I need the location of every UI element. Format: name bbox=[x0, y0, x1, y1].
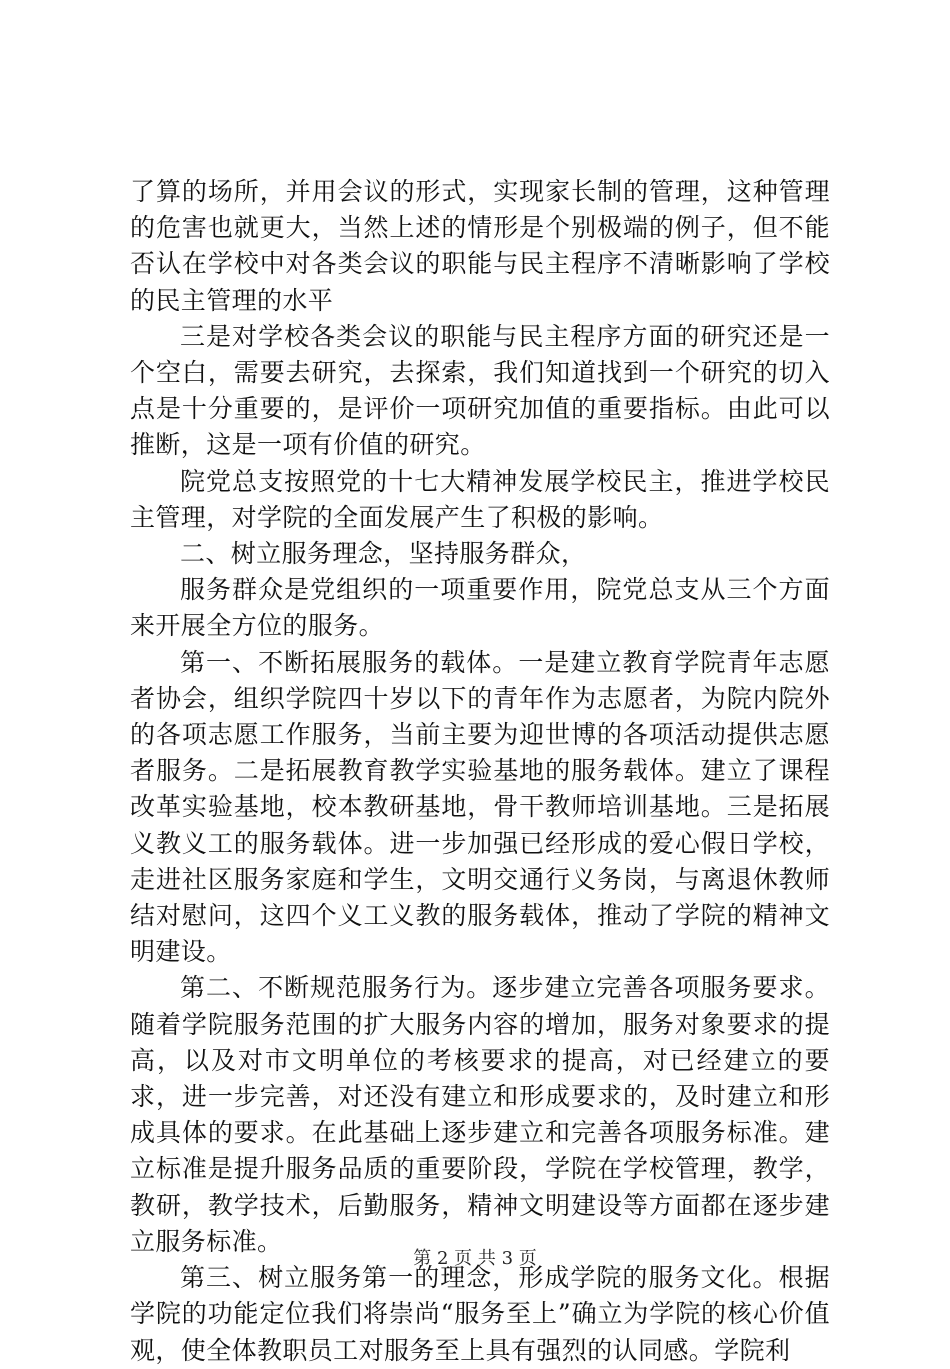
page-footer bbox=[0, 1244, 950, 1270]
paragraph-continuation: 了算的场所，并用会议的形式，实现家长制的管理，这种管理的危害也就更大，当然上述的情形是个别极端的例子，但不能否认在学校中对各类会议的职能与民主程序不清晰影响了学校的民主管理的水平 bbox=[130, 177, 830, 315]
paragraph-third-point: 三是对学校各类会议的职能与民主程序方面的研究还是一个空白，需要去研究，去探索，我们知道找到一个研究的切入点是十分重要的，是评价一项研究加值的重要指标。由此可以推断，这是一项有价值的研究。 bbox=[130, 321, 830, 460]
document-body bbox=[130, 174, 830, 1369]
page-number-label: 第 2 页 共 3 页 bbox=[413, 1248, 537, 1269]
paragraph-third-culture: 第三、树立服务第一的理念，形成学院的服务文化。根据学院的功能定位我们将崇尚“服务至上”确立为学院的核心价值观，使全体教职员工对服务至上具有强烈的认同感。学院利 bbox=[130, 1263, 830, 1365]
section-heading-service: 二、树立服务理念，坚持服务群众， bbox=[180, 539, 587, 569]
paragraph-serve-masses: 服务群众是党组织的一项重要作用，院党总支从三个方面来开展全方位的服务。 bbox=[130, 575, 830, 641]
paragraph-second-behavior: 第二、不断规范服务行为。逐步建立完善各项服务要求。随着学院服务范围的扩大服务内容的增加，服务对象要求的提高，以及对市文明单位的考核要求的提高，对已经建立的要求，进一步完善，对还没有建立和形成要求的，及时建立和形成具体的要求。在此基础上逐步建立和完善各项服务标准。建立标准是提升服务品质的重要阶段，学院在学校管理，教学，教研，教学技术，后勤服务，精神文明建设等方面都在逐步建立服务标准。 bbox=[130, 973, 830, 1256]
paragraph-first-carrier: 第一、不断拓展服务的载体。一是建立教育学院青年志愿者协会，组织学院四十岁以下的青年作为志愿者，为院内院外的各项志愿工作服务，当前主要为迎世博的各项活动提供志愿者服务。二是拓展教育教学实验基地的服务载体。建立了课程改革实验基地，校本教研基地，骨干教师培训基地。三是拓展义教义工的服务载体。进一步加强已经形成的爱心假日学校，走进社区服务家庭和学生，文明交通行义务岗，与离退休教师结对慰问，这四个义工义教的服务载体，推动了学院的精神文明建设。 bbox=[130, 647, 830, 967]
paragraph-party-branch: 院党总支按照党的十七大精神发展学校民主，推进学校民主管理，对学院的全面发展产生了积极的影响。 bbox=[130, 466, 830, 532]
